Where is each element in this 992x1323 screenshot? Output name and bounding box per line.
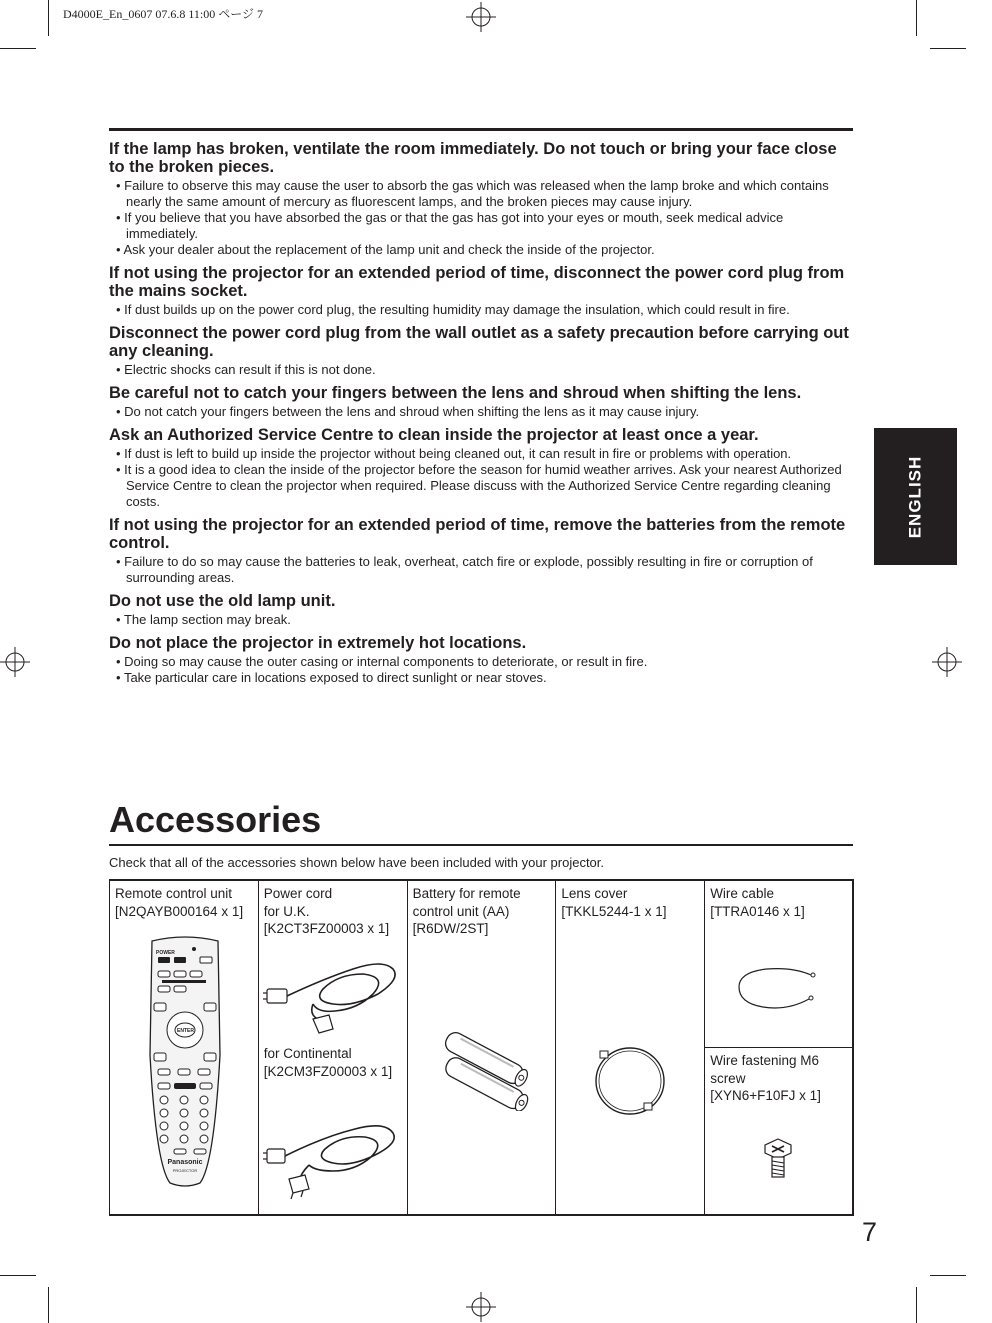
warning-bullet: • If dust builds up on the power cord plug, the resulting humidity may damage the insulation, which could result in fire. bbox=[109, 302, 849, 318]
accessory-battery-cell bbox=[408, 881, 557, 1214]
registration-mark-icon bbox=[466, 2, 496, 32]
accessories-rule bbox=[109, 844, 853, 846]
accessory-name: control unit (AA) bbox=[412, 903, 510, 919]
warning-title: Disconnect the power cord plug from the wall outlet as a safety precaution before carrying out any cleaning. bbox=[109, 324, 849, 360]
warning-title: If not using the projector for an extended period of time, disconnect the power cord plug from the mains socket. bbox=[109, 264, 845, 300]
remote-sub-text: PROJECTOR bbox=[172, 1168, 198, 1173]
warning-section bbox=[109, 384, 853, 420]
warning-title: Do not place the projector in extremely hot locations. bbox=[109, 634, 527, 652]
warning-bullet: • The lamp section may break. bbox=[109, 612, 849, 628]
warning-bullet: • If dust is left to build up inside the projector without being cleaned out, it can result in fire or problems with operation. bbox=[109, 446, 849, 462]
remote-brand-text: Panasonic bbox=[167, 1159, 203, 1166]
warning-title: Be careful not to catch your fingers between the lens and shroud when shifting the lens. bbox=[109, 384, 802, 402]
accessory-lens-cover-cell bbox=[556, 881, 705, 1214]
warning-bullet: • Electric shocks can result if this is not done. bbox=[109, 362, 849, 378]
accessory-name: Battery for remote bbox=[412, 886, 521, 901]
registration-mark-icon bbox=[932, 647, 962, 677]
accessory-label bbox=[115, 885, 243, 920]
accessory-name: Wire cable bbox=[710, 886, 774, 901]
accessory-name: Power cord bbox=[263, 886, 333, 901]
warning-section bbox=[109, 140, 853, 258]
warning-bullet: • Do not catch your fingers between the lens and shroud when shifting the lens as it may cause injury. bbox=[109, 404, 849, 420]
accessories-intro: Check that all of the accessories shown below have been included with your projector. bbox=[109, 855, 605, 870]
warning-section bbox=[109, 426, 853, 510]
warning-section bbox=[109, 634, 853, 686]
accessory-name: screw bbox=[710, 1070, 746, 1086]
warning-title: Ask an Authorized Service Centre to clean inside the projector at least once a year. bbox=[109, 426, 759, 444]
accessory-part-number: [K2CM3FZ00003 x 1] bbox=[263, 1063, 393, 1079]
warning-bullet: • Take particular care in locations exposed to direct sunlight or near stoves. bbox=[109, 670, 849, 686]
warnings-list bbox=[109, 140, 853, 692]
section-rule bbox=[109, 128, 853, 131]
accessory-name: Wire fastening M6 bbox=[710, 1053, 819, 1068]
warning-bullet: • If you believe that you have absorbed the gas or that the gas has got into your eyes or mouth, seek medical advice immediately. bbox=[109, 210, 849, 242]
crop-mark bbox=[48, 0, 49, 36]
warning-bullet: • Doing so may cause the outer casing or internal components to deteriorate, or result in fire. bbox=[109, 654, 849, 670]
accessories-table bbox=[109, 879, 854, 1216]
accessory-part-number: [K2CT3FZ00003 x 1] bbox=[263, 921, 390, 936]
print-header: D4000E_En_0607 07.6.8 11:00 ページ 7 bbox=[63, 7, 263, 21]
accessory-label bbox=[413, 885, 521, 938]
remote-power-text: POWER bbox=[156, 950, 175, 956]
page-number: 7 bbox=[862, 1217, 878, 1247]
accessories-title: Accessories bbox=[109, 799, 322, 840]
warning-bullet: • Failure to do so may cause the batteries to leak, overheat, catch fire or explode, possibly resulting in fire or corruption of surrounding areas. bbox=[109, 554, 849, 586]
power-cord-uk-icon bbox=[263, 949, 403, 1039]
crop-mark bbox=[930, 48, 966, 49]
language-tab bbox=[874, 428, 957, 565]
remote-control-icon bbox=[144, 935, 226, 1191]
crop-mark bbox=[930, 1275, 966, 1276]
warning-section bbox=[109, 516, 853, 586]
accessory-name: Remote control unit bbox=[115, 886, 233, 901]
registration-mark-icon bbox=[466, 1292, 496, 1322]
wire-cable-icon bbox=[733, 963, 823, 1017]
accessory-part-number: [TKKL5244-1 x 1] bbox=[561, 903, 667, 919]
warning-section bbox=[109, 592, 853, 628]
accessory-label bbox=[710, 885, 805, 920]
crop-mark bbox=[916, 0, 917, 36]
warning-bullet: • It is a good idea to clean the inside of the projector before the season for humid weather arrives. Ask your nearest Authorized Service Centre to clean the projector when required. Please discuss with the Authorized Service Centre regarding cleaning costs. bbox=[109, 462, 849, 510]
battery-icon bbox=[428, 1031, 538, 1111]
warning-title: If not using the projector for an extended period of time, remove the batteries from the remote control. bbox=[109, 516, 846, 552]
accessory-power-cord-cell bbox=[259, 881, 408, 1214]
accessory-variant: for Continental bbox=[263, 1046, 352, 1061]
warning-title: Do not use the old lamp unit. bbox=[109, 592, 336, 610]
accessory-variant: for U.K. bbox=[263, 903, 310, 919]
accessory-name: Lens cover bbox=[561, 886, 628, 901]
crop-mark bbox=[0, 1275, 36, 1276]
crop-mark bbox=[0, 48, 36, 49]
screw-icon bbox=[761, 1135, 795, 1183]
registration-mark-icon bbox=[0, 647, 30, 677]
accessory-label bbox=[264, 1045, 392, 1080]
accessory-part-number: [N2QAYB000164 x 1] bbox=[115, 903, 244, 919]
crop-mark bbox=[48, 1287, 49, 1323]
accessory-part-number: [TTRA0146 x 1] bbox=[710, 903, 805, 919]
crop-mark bbox=[916, 1287, 917, 1323]
power-cord-continental-icon bbox=[263, 1109, 403, 1201]
warning-bullet: • Ask your dealer about the replacement of the lamp unit and check the inside of the projector. bbox=[109, 242, 849, 258]
accessory-remote-cell bbox=[110, 881, 259, 1214]
lens-cover-icon bbox=[590, 1041, 670, 1121]
warning-section bbox=[109, 324, 853, 378]
accessory-label bbox=[710, 1052, 821, 1105]
accessory-part-number: [XYN6+F10FJ x 1] bbox=[710, 1088, 821, 1103]
accessory-wire-cell bbox=[705, 881, 852, 1214]
warning-title: If the lamp has broken, ventilate the room immediately. Do not touch or bring your face close to the broken pieces. bbox=[109, 140, 837, 176]
remote-enter-text: ENTER bbox=[177, 1028, 194, 1034]
accessory-part-number: [R6DW/2ST] bbox=[412, 921, 489, 936]
accessory-label bbox=[264, 885, 389, 938]
accessory-label bbox=[561, 885, 666, 920]
warning-bullet: • Failure to observe this may cause the user to absorb the gas which was released when the lamp broke and which contains nearly the same amount of mercury as fluorescent lamps, and the broken pieces may cause injury. bbox=[109, 178, 849, 210]
warning-section bbox=[109, 264, 853, 318]
language-tab-label: ENGLISH bbox=[905, 455, 925, 538]
wire-cell-divider bbox=[705, 1047, 852, 1048]
